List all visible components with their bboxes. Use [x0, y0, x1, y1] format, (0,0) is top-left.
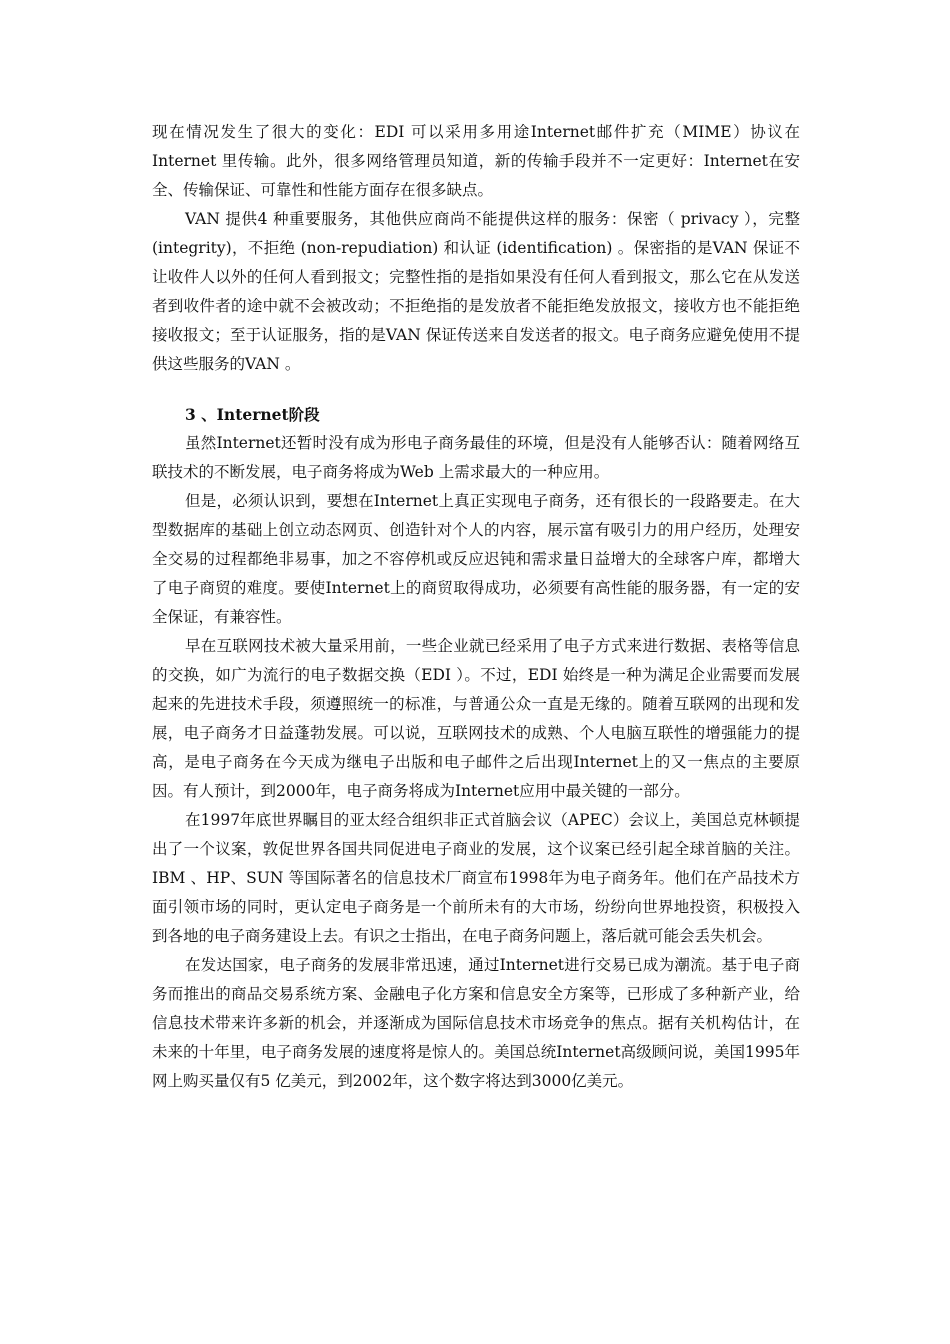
document-body — [152, 118, 800, 1096]
paragraph-van-services: VAN 提供4 种重要服务，其他供应商尚不能提供这样的服务：保密（ privacy ），完整 (integrity)，不拒绝 (non-repudiation) 和认证 (identification) 。保密指的是VAN 保证不让收件人以外的任何人看到报文；完整性指的是指如果没有任何人看到报文，那么它在从发送者到收件者的途中就不会被改动；不拒绝指的是发放者不能拒绝发放报文，接收方也不能拒绝接收报文；至于认证服务，指的是VAN 保证传送来自发送者的报文。电子商务应避免使用不提供这些服务的VAN 。 — [152, 210, 800, 373]
paragraph-developed-countries: 在发达国家，电子商务的发展非常迅速，通过Internet进行交易已成为潮流。基于电子商务而推出的商品交易系统方案、金融电子化方案和信息安全方案等，已形成了多种新产业，给信息技术带来许多新的机会，并逐渐成为国际信息技术市场竞争的焦点。据有关机构估计，在未来的十年里，电子商务发展的速度将是惊人的。美国总统Internet高级顾问说，美国1995年网上购买量仅有5 亿美元，到2002年，这个数字将达到3000亿美元。 — [152, 956, 800, 1090]
paragraph-apec-1997: 在1997年底世界瞩目的亚太经合组织非正式首脑会议（APEC）会议上，美国总克林顿提出了一个议案，敦促世界各国共同促进电子商业的发展，这个议案已经引起全球首脑的关注。IBM 、HP、SUN 等国际著名的信息技术厂商宣布1998年为电子商务年。他们在产品技术方面引领市场的同时，更认定电子商务是一个前所未有的大市场，纷纷向世界地投资，积极投入到各地的电子商务建设上去。有识之士指出，在电子商务问题上，落后就可能会丢失机会。 — [152, 811, 800, 945]
paragraph-mime-transport: 现在情况发生了很大的变化：EDI 可以采用多用途Internet邮件扩充（MIME）协议在Internet 里传输。此外，很多网络管理员知道，新的传输手段并不一定更好：Internet在安全、传输保证、可靠性和性能方面存在很多缺点。 — [152, 123, 800, 199]
paragraph-long-road: 但是，必须认识到，要想在Internet上真正实现电子商务，还有很长的一段路要走。在大型数据库的基础上创立动态网页、创造针对个人的内容，展示富有吸引力的用户经历，处理安全交易的过程都绝非易事，加之不容停机或反应迟钝和需求量日益增大的全球客户库，都增大了电子商贸的难度。要使Internet上的商贸取得成功，必须要有高性能的服务器，有一定的安全保证，有兼容性。 — [152, 492, 800, 626]
paragraph-edi-history: 早在互联网技术被大量采用前，一些企业就已经采用了电子方式来进行数据、表格等信息的交换，如广为流行的电子数据交换（EDI ）。不过，EDI 始终是一种为满足企业需要而发展起来的先进技术手段，须遵照统一的标准，与普通公众一直是无缘的。随着互联网的出现和发展，电子商务才日益蓬勃发展。可以说，互联网技术的成熟、个人电脑互联性的增强能力的提高，是电子商务在今天成为继电子出版和电子邮件之后出现Internet上的又一焦点的主要原因。有人预计，到2000年，电子商务将成为Internet应用中最关键的一部分。 — [152, 637, 800, 800]
section-heading: 3 、Internet阶段 — [185, 405, 320, 424]
paragraph-internet-environment: 虽然Internet还暂时没有成为形电子商务最佳的环境，但是没有人能够否认：随着网络互联技术的不断发展，电子商务将成为Web 上需求最大的一种应用。 — [152, 434, 800, 481]
